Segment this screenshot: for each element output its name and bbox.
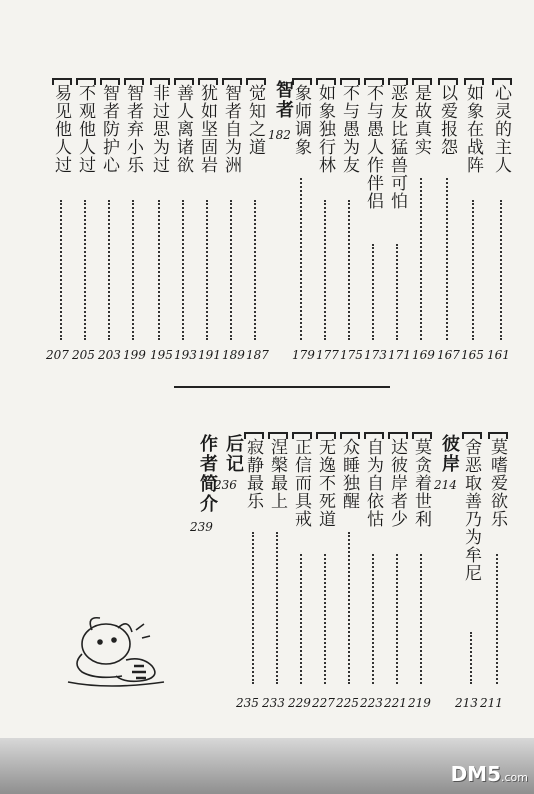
section-title-bian[interactable]: 彼岸: [439, 434, 460, 474]
entry-page: 191: [198, 348, 221, 362]
toc-entry[interactable]: [386, 78, 410, 348]
entry-title: 不与愚为友: [339, 84, 359, 174]
entry-page: 173: [364, 348, 387, 362]
entry-title: 涅槃最上: [267, 438, 287, 510]
entry-page: 203: [98, 348, 121, 362]
dotted-leader: [132, 200, 134, 340]
dotted-leader: [230, 200, 232, 340]
dotted-leader: [396, 244, 398, 340]
dotted-leader: [470, 632, 472, 684]
dotted-leader: [300, 554, 302, 684]
entry-page: 223: [360, 696, 383, 710]
toc-entry[interactable]: [386, 432, 410, 692]
entry-title: 莫贪着世利: [411, 438, 431, 528]
entry-page: 233: [262, 696, 285, 710]
dotted-leader: [206, 200, 208, 340]
entry-title: 如象在战阵: [463, 84, 483, 174]
entry-page: 205: [72, 348, 95, 362]
dotted-leader: [372, 244, 374, 340]
toc-entry[interactable]: [410, 432, 434, 692]
toc-entry[interactable]: [266, 432, 290, 692]
toc-entry[interactable]: [172, 78, 196, 348]
entry-title: 犹如坚固岩: [197, 84, 217, 174]
entry-title: 智者弃小乐: [123, 84, 143, 174]
entry-title: 舍恶取善乃为牟尼: [461, 438, 481, 582]
toc-entry[interactable]: [462, 78, 486, 348]
section-page-author: 239: [190, 520, 213, 534]
toc-entry[interactable]: [50, 78, 74, 348]
toc-entry[interactable]: [338, 78, 362, 348]
dotted-leader: [324, 554, 326, 684]
entry-title: 自为自依怙: [363, 438, 383, 528]
dotted-leader: [500, 200, 502, 340]
dotted-leader: [396, 554, 398, 684]
entry-page: 189: [222, 348, 245, 362]
entry-page: 225: [336, 696, 359, 710]
entry-title: 心灵的主人: [491, 84, 511, 174]
entry-page: 161: [487, 348, 510, 362]
toc-entry[interactable]: [244, 78, 268, 348]
dotted-leader: [420, 178, 422, 340]
entry-page: 235: [236, 696, 259, 710]
toc-entry[interactable]: [460, 432, 484, 692]
dotted-leader: [60, 200, 62, 340]
toc-entry[interactable]: [220, 78, 244, 348]
toc-entry[interactable]: [74, 78, 98, 348]
entry-title: 恶友比猛兽可怕: [387, 84, 407, 210]
dotted-leader: [496, 554, 498, 684]
section-title-author[interactable]: 作者简介: [197, 434, 218, 514]
entry-page: 227: [312, 696, 335, 710]
dotted-leader: [372, 554, 374, 684]
dotted-leader: [420, 554, 422, 684]
entry-page: 165: [461, 348, 484, 362]
section-page-houji: 236: [214, 478, 237, 492]
entry-title: 智者防护心: [99, 84, 119, 174]
toc-entry[interactable]: [314, 432, 338, 692]
entry-page: 195: [150, 348, 173, 362]
toc-entry[interactable]: [314, 78, 338, 348]
section-divider: [174, 386, 390, 388]
entry-page: 187: [246, 348, 269, 362]
section-page-zhizhe: 182: [268, 128, 291, 142]
watermark-text: DM5: [450, 762, 501, 786]
entry-title: 象师调象: [291, 84, 311, 156]
entry-page: 193: [174, 348, 197, 362]
toc-entry[interactable]: [362, 78, 386, 348]
entry-page: 199: [123, 348, 146, 362]
dotted-leader: [158, 200, 160, 340]
dotted-leader: [348, 200, 350, 340]
entry-page: 169: [412, 348, 435, 362]
entry-page: 179: [292, 348, 315, 362]
dotted-leader: [472, 200, 474, 340]
entry-page: 219: [408, 696, 431, 710]
entry-title: 不观他人过: [75, 84, 95, 174]
entry-title: 众睡独醒: [339, 438, 359, 510]
dotted-leader: [324, 200, 326, 340]
dotted-leader: [276, 532, 278, 684]
entry-page: 213: [455, 696, 478, 710]
entry-title: 不与愚人作伴侣: [363, 84, 383, 210]
entry-title: 非过思为过: [149, 84, 169, 174]
toc-entry[interactable]: [122, 78, 146, 348]
watermark-suffix: .com: [501, 771, 528, 784]
entry-page: 177: [316, 348, 339, 362]
entry-page: 207: [46, 348, 69, 362]
entry-title: 是故真实: [411, 84, 431, 156]
entry-title: 莫嗜爱欲乐: [487, 438, 507, 528]
entry-page: 175: [340, 348, 363, 362]
toc-entry[interactable]: [196, 78, 220, 348]
toc-entry[interactable]: [410, 78, 434, 348]
dotted-leader: [252, 532, 254, 684]
section-title-zhizhe[interactable]: 智者: [273, 80, 294, 120]
entry-title: 易见他人过: [51, 84, 71, 174]
entry-title: 如象独行林: [315, 84, 335, 174]
entry-title: 智者自为洲: [221, 84, 241, 174]
toc-entry[interactable]: [490, 78, 514, 348]
entry-page: 221: [384, 696, 407, 710]
toc-entry[interactable]: [148, 78, 172, 348]
entry-title: 寂静最乐: [243, 438, 263, 510]
dotted-leader: [348, 532, 350, 684]
dotted-leader: [300, 178, 302, 340]
entry-title: 以爱报怨: [437, 84, 457, 156]
toc-entry[interactable]: [436, 78, 460, 348]
toc-entry[interactable]: [290, 432, 314, 692]
dotted-leader: [84, 200, 86, 340]
entry-page: 229: [288, 696, 311, 710]
toc-entry[interactable]: [362, 432, 386, 692]
dotted-leader: [182, 200, 184, 340]
section-page-bian: 214: [434, 478, 457, 492]
entry-title: 达彼岸者少: [387, 438, 407, 528]
entry-title: 觉知之道: [245, 84, 265, 156]
site-watermark: [451, 762, 528, 786]
cartoon-illustration: [62, 610, 182, 690]
entry-title: 正信而具戒: [291, 438, 311, 528]
dotted-leader: [446, 178, 448, 340]
toc-entry[interactable]: [486, 432, 510, 692]
toc-entry[interactable]: [98, 78, 122, 348]
entry-title: 善人离诸欲: [173, 84, 193, 174]
entry-title: 无逸不死道: [315, 438, 335, 528]
dotted-leader: [254, 200, 256, 340]
entry-page: 167: [437, 348, 460, 362]
section-title-houji[interactable]: 后记: [223, 434, 244, 474]
toc-entry[interactable]: [338, 432, 362, 692]
dotted-leader: [108, 200, 110, 340]
entry-page: 171: [388, 348, 411, 362]
entry-page: 211: [480, 696, 503, 710]
